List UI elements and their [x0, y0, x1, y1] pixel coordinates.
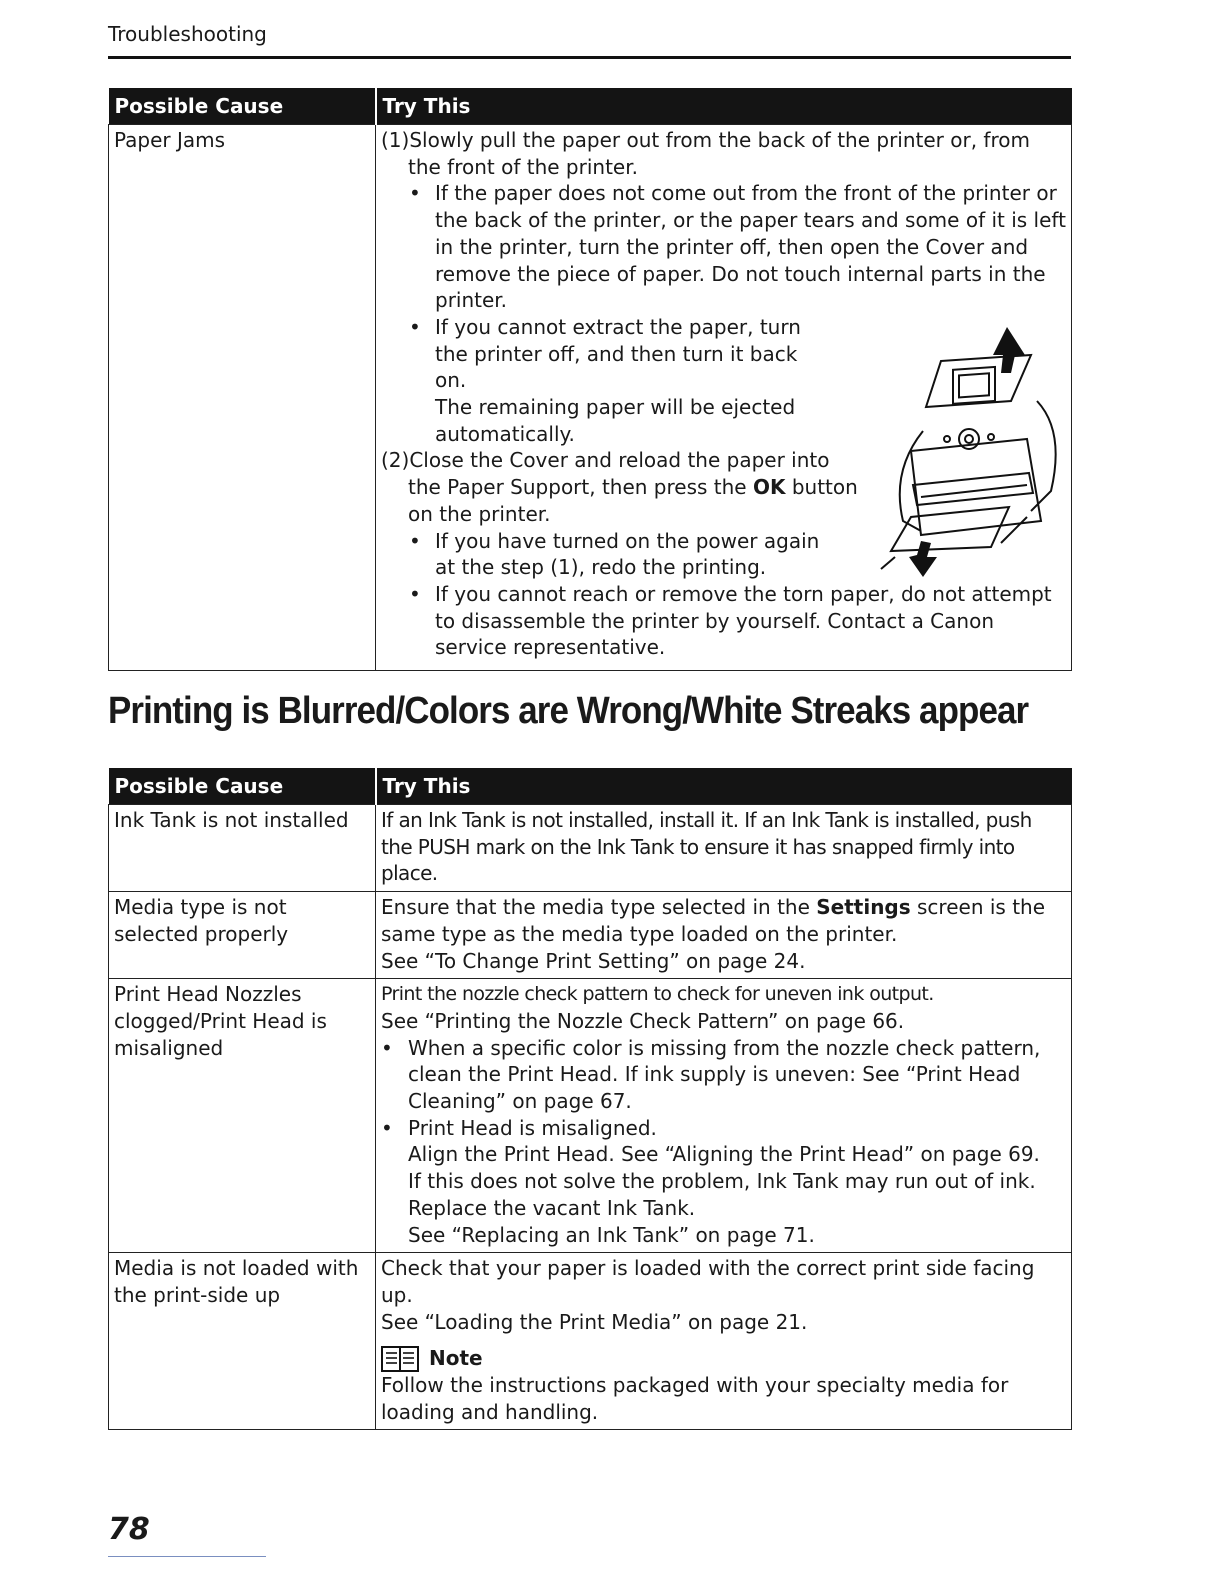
column-header-cause: Possible Cause: [109, 88, 376, 125]
list-item: • Print Head is misaligned.: [381, 1115, 657, 1140]
bullet-dot-icon: •: [409, 181, 421, 206]
table-row: [109, 805, 1072, 892]
try-cell: Check that your paper is loaded with the correct print side facing up. See “Loading the Print Media” on page 21. Note Follow the instructions packaged with your specialty media for loading and handling.: [376, 1253, 1072, 1430]
column-header-try: Try This: [376, 88, 1072, 125]
table-row: [109, 125, 1072, 671]
step-1: (1)Slowly pull the paper out from the back of the printer or, from the front of the printer.: [381, 128, 1030, 179]
footer-rule: [108, 1556, 266, 1557]
bullet-dot-icon: •: [381, 1115, 393, 1140]
try-cell: If an Ink Tank is not installed, install it. If an Ink Tank is installed, push the PUSH mark on the Ink Tank to ensure it has snapped firmly into place.: [376, 805, 1072, 892]
bullet-dot-icon: •: [381, 1035, 393, 1060]
page-number: 78: [108, 1512, 150, 1547]
page-reference: See “Printing the Nozzle Check Pattern” on page 66.: [381, 1008, 905, 1033]
print-quality-table: [108, 768, 1072, 1430]
list-item: • If the paper does not come out from the front of the printer or the back of the printer, or the paper tears and some of it is left in the printer, turn the printer off, then open the Cover and remove the piece of paper. Do not touch internal parts in the printer.: [409, 181, 1066, 313]
page-reference: See “To Change Print Setting” on page 24.: [381, 948, 806, 973]
bullet-dot-icon: •: [409, 581, 421, 606]
bullet-dot-icon: •: [409, 528, 421, 553]
table-row: [109, 979, 1072, 1253]
cause-cell: Media is not loaded with the print-side up: [109, 1253, 376, 1430]
cause-cell: Paper Jams: [109, 125, 376, 671]
paper-jam-table: [108, 88, 1072, 671]
list-item: • If you cannot reach or remove the torn paper, do not attempt to disassemble the printer by yourself. Contact a Canon service representative.: [409, 581, 1052, 660]
cause-cell: Ink Tank is not installed: [109, 805, 376, 892]
page-reference: See “Replacing an Ink Tank” on page 71.: [408, 1222, 815, 1247]
cause-cell: Print Head Nozzles clogged/Print Head is misaligned: [109, 979, 376, 1253]
table-row: [109, 1253, 1072, 1430]
note-book-icon: [381, 1346, 419, 1372]
try-cell: Print the nozzle check pattern to check for uneven ink output. See “Printing the Nozzle Check Pattern” on page 66. • When a specific color is missing from the nozzle check pattern, clean the Print Head. If ink supply is uneven: See “Print Head Cleaning” on page 67. • Print Head is misaligned. Align the Print Head. See “Aligning the Print Head” on page 69. If this does not solve the problem, Ink Tank may run out of ink. Replace the vacant Ink Tank. See “Replacing an Ink Tank” on page 71.: [376, 979, 1072, 1253]
page-header: Troubleshooting: [108, 22, 267, 46]
try-cell: Ensure that the media type selected in the Settings screen is the same type as the media type loaded on the printer. See “To Change Print Setting” on page 24.: [376, 892, 1072, 979]
column-header-cause: Possible Cause: [109, 768, 376, 805]
header-rule: [108, 56, 1071, 59]
list-item: • When a specific color is missing from the nozzle check pattern, clean the Print Head. If ink supply is uneven: See “Print Head Cleaning” on page 67.: [381, 1035, 1041, 1114]
cause-cell: Media type is not selected properly: [109, 892, 376, 979]
table-row: [109, 892, 1072, 979]
list-item: • If you cannot extract the paper, turn the printer off, and then turn it back on. The remaining paper will be ejected automatically.: [409, 314, 801, 446]
section-title: Printing is Blurred/Colors are Wrong/White Streaks appear: [108, 690, 1029, 732]
bullet-dot-icon: •: [409, 314, 421, 339]
note-heading: Note: [381, 1345, 1066, 1372]
try-cell: [376, 125, 1072, 671]
note-text: Follow the instructions packaged with your specialty media for loading and handling.: [381, 1373, 1009, 1424]
list-item: • If you have turned on the power again at the step (1), redo the printing.: [409, 528, 820, 580]
page-reference: See “Loading the Print Media” on page 21.: [381, 1309, 808, 1334]
column-header-try: Try This: [376, 768, 1072, 805]
printer-illustration: [851, 321, 1065, 581]
step-2: (2)Close the Cover and reload the paper into the Paper Support, then press the OK button on the printer.: [381, 448, 858, 526]
